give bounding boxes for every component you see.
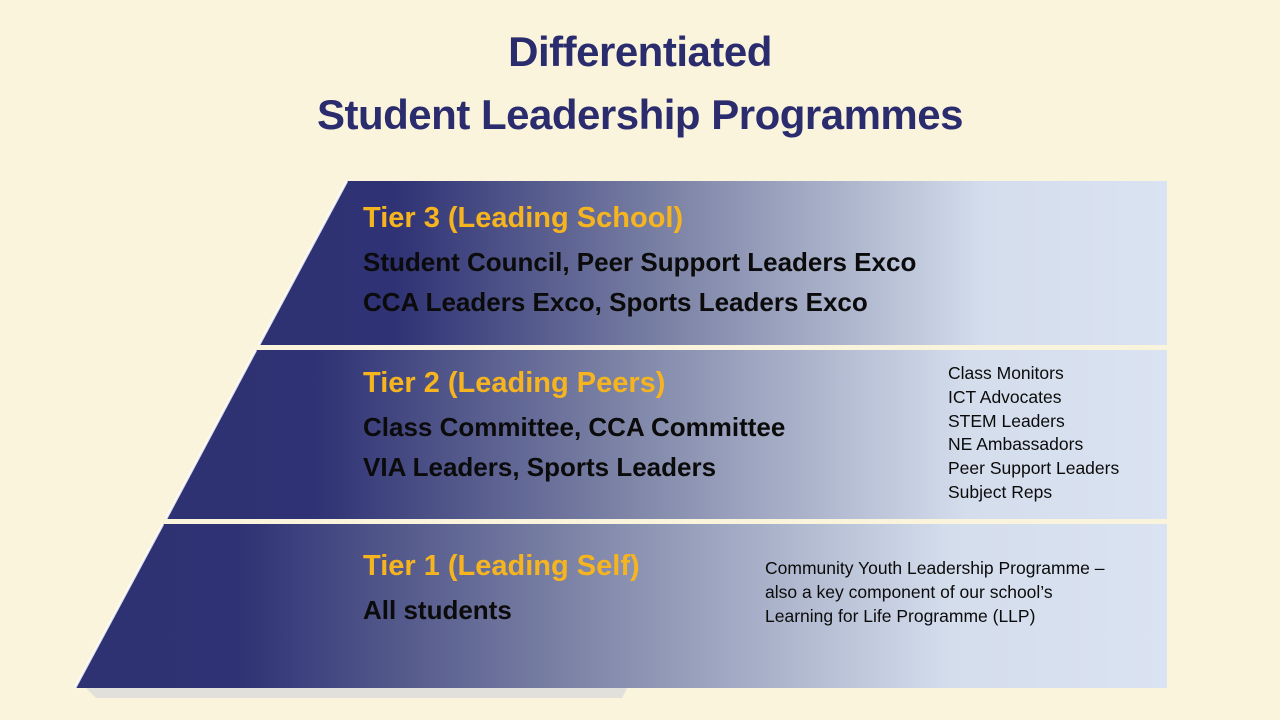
side-list-item: ICT Advocates	[948, 386, 1062, 407]
pyramid-shadow	[86, 688, 627, 698]
side-list-item: NE Ambassadors	[948, 434, 1084, 455]
tier1-side-note	[765, 556, 1175, 628]
slide-title-line1: Differentiated	[508, 28, 772, 75]
tier3-body-line1: Student Council, Peer Support Leaders Exco	[363, 247, 917, 277]
slide-title-line2: Student Leadership Programmes	[317, 91, 963, 138]
tier3-body	[363, 242, 916, 322]
slide-title	[0, 20, 1280, 146]
tier1-body-line1: All students	[363, 595, 512, 625]
tier3-text-block	[363, 200, 916, 322]
side-list-item: Subject Reps	[948, 481, 1053, 502]
side-note-line2: also a key component of our school’s	[765, 582, 1053, 602]
tier1-heading: Tier 1 (Leading Self)	[363, 550, 640, 582]
side-note-line3: Learning for Life Programme (LLP)	[765, 606, 1036, 626]
tier2-body-line2: VIA Leaders, Sports Leaders	[363, 452, 717, 482]
tier2-heading: Tier 2 (Leading Peers)	[363, 367, 666, 399]
tier2-body	[363, 407, 785, 487]
tier1-body	[363, 590, 640, 630]
tier3-heading: Tier 3 (Leading School)	[363, 202, 684, 234]
tier2-text-block	[363, 365, 785, 487]
side-list-item: Class Monitors	[948, 363, 1064, 383]
side-note-line1: Community Youth Leadership Programme –	[765, 558, 1105, 578]
tier2-body-line1: Class Committee, CCA Committee	[363, 412, 786, 442]
side-list-item: STEM Leaders	[948, 410, 1065, 431]
side-list-item: Peer Support Leaders	[948, 458, 1120, 479]
tier2-side-list	[948, 362, 1119, 505]
tier3-body-line2: CCA Leaders Exco, Sports Leaders Exco	[363, 287, 868, 317]
tier1-text-block	[363, 548, 640, 630]
